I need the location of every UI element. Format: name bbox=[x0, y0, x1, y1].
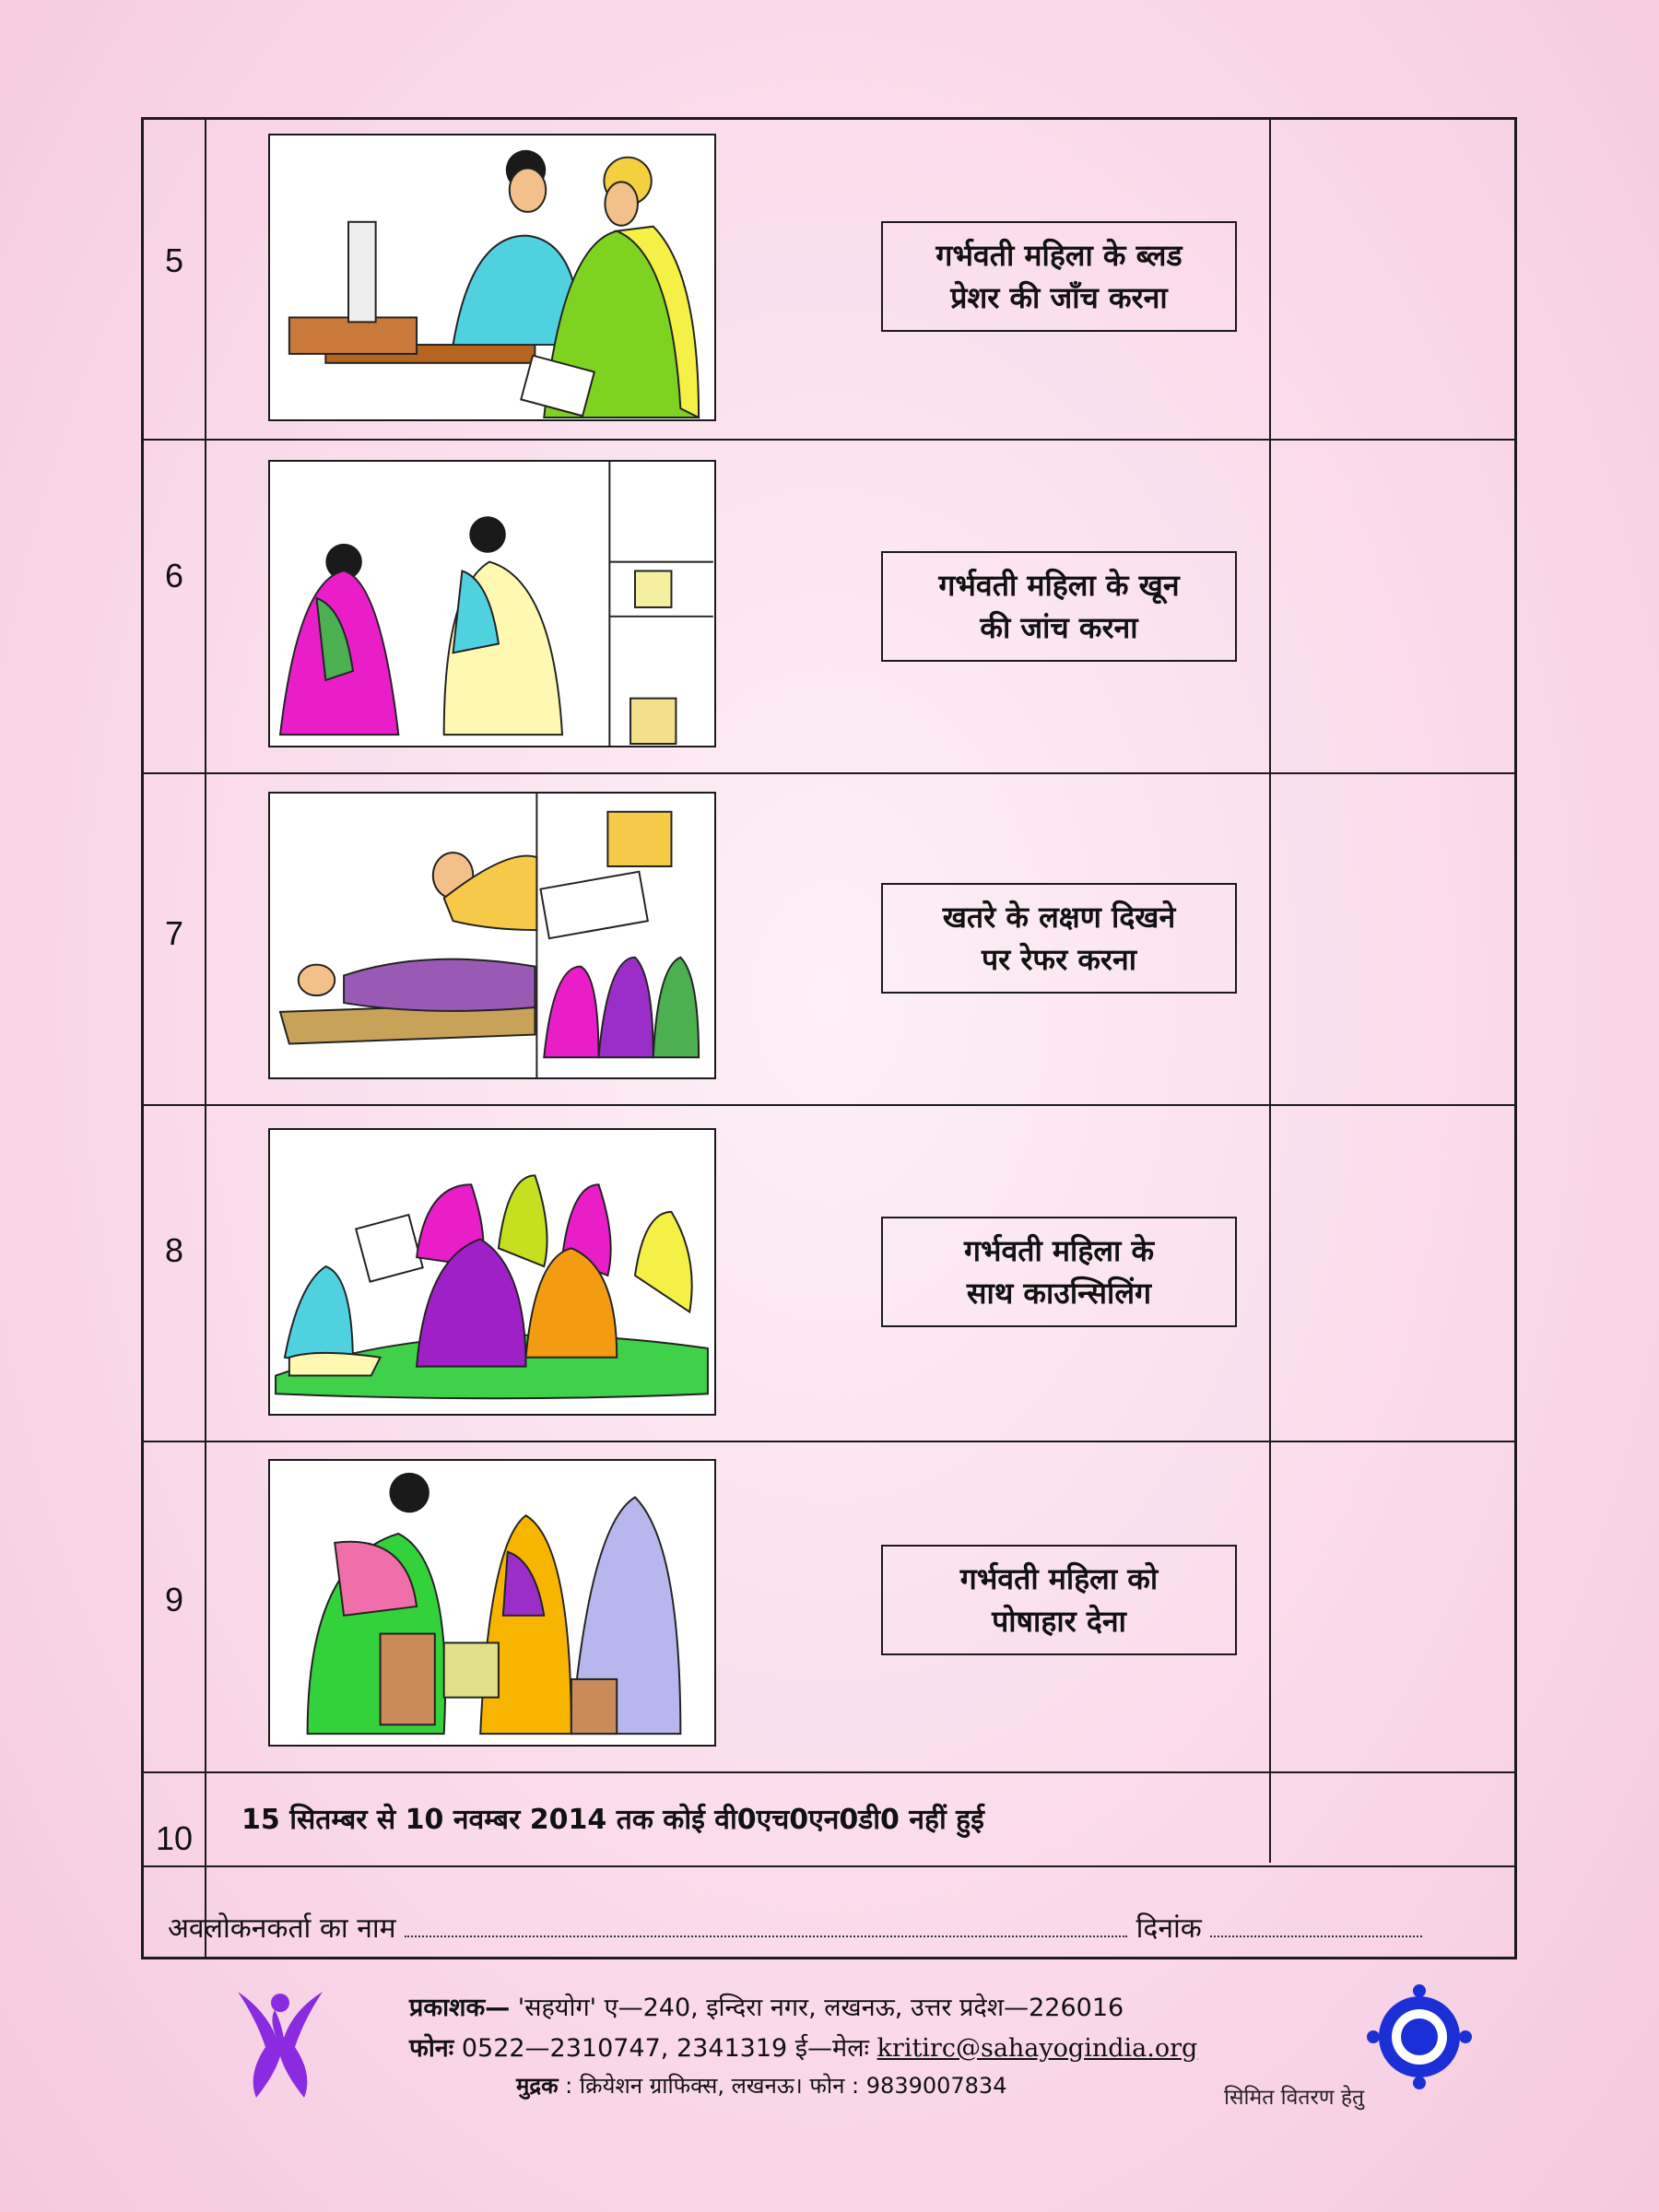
table-row-5 bbox=[144, 120, 1514, 441]
activity-caption bbox=[881, 1217, 1237, 1327]
row-number: 9 bbox=[164, 1581, 184, 1618]
footer bbox=[0, 1978, 1659, 2116]
caption-line: गर्भवती महिला के bbox=[963, 1233, 1155, 1268]
row-number: 7 bbox=[164, 914, 184, 952]
nutrition-illustration bbox=[268, 1459, 716, 1747]
table-row-8 bbox=[144, 1106, 1514, 1442]
referral-illustration bbox=[268, 792, 716, 1079]
caption-line: की जांच करना bbox=[980, 610, 1138, 645]
activity-caption bbox=[881, 1545, 1237, 1655]
table-row-6 bbox=[144, 441, 1514, 774]
observer-line bbox=[168, 1908, 1422, 1946]
date-label: दिनांक bbox=[1135, 1912, 1202, 1945]
row-number: 6 bbox=[164, 557, 184, 594]
caption-line: पोषाहार देना bbox=[992, 1604, 1126, 1639]
observer-row bbox=[144, 1867, 1514, 1957]
blood-test-illustration bbox=[268, 460, 716, 747]
caption-line: खतरे के लक्षण दिखने bbox=[942, 900, 1176, 935]
publisher-label: प्रकाशक— bbox=[409, 1994, 511, 2022]
caption-line: गर्भवती महिला के खून bbox=[938, 568, 1180, 603]
no-vhnd-statement: 15 सितम्बर से 10 नवम्बर 2014 तक कोई वी0एच0एन0डी0 नहीं हुई bbox=[241, 1804, 984, 1836]
caption-line: प्रेशर की जाँच करना bbox=[950, 280, 1168, 315]
checklist-table bbox=[141, 117, 1517, 1959]
email-link[interactable]: kritirc@sahayogindia.org bbox=[877, 2034, 1198, 2063]
printer-line bbox=[516, 2070, 1006, 2100]
activity-caption bbox=[881, 221, 1237, 332]
date-field[interactable] bbox=[1210, 1936, 1422, 1937]
table-row-10 bbox=[144, 1773, 1514, 1867]
limited-distribution-note: सिमित वितरण हेतु bbox=[1224, 2086, 1365, 2110]
observer-name-label: अवलोकनकर्ता का नाम bbox=[168, 1912, 396, 1945]
row-number: 10 bbox=[155, 1819, 194, 1857]
caption-line: साथ काउन्सिलिंग bbox=[966, 1276, 1152, 1311]
caption-line: गर्भवती महिला को bbox=[959, 1561, 1159, 1596]
left-org-logo bbox=[229, 1983, 332, 2102]
printer-label: मुद्रक bbox=[516, 2073, 559, 2099]
right-org-logo bbox=[1366, 1983, 1473, 2090]
publisher-line bbox=[409, 1989, 1124, 2023]
printer-details: : क्रियेशन ग्राफिक्स, लखनऊ। फोन : 9839007834 bbox=[558, 2073, 1007, 2099]
activity-caption bbox=[881, 883, 1237, 994]
phone-label: फोनः bbox=[409, 2034, 454, 2063]
table-row-7 bbox=[144, 774, 1514, 1106]
caption-line: गर्भवती महिला के ब्लड bbox=[935, 238, 1182, 273]
row-number: 5 bbox=[164, 241, 184, 279]
counselling-illustration bbox=[268, 1128, 716, 1416]
contact-line bbox=[409, 2030, 1197, 2064]
publisher-address: 'सहयोग' ए—240, इन्दिरा नगर, लखनऊ, उत्तर प्रदेश—226016 bbox=[510, 1994, 1124, 2022]
bp-check-illustration bbox=[268, 134, 716, 421]
table-row-9 bbox=[144, 1442, 1514, 1773]
activity-caption bbox=[881, 551, 1237, 662]
observer-name-field[interactable] bbox=[405, 1936, 1127, 1937]
phone-numbers: 0522—2310747, 2341319 ई—मेलः bbox=[453, 2034, 877, 2063]
caption-line: पर रेफर करना bbox=[981, 942, 1137, 977]
row-number: 8 bbox=[164, 1231, 184, 1269]
